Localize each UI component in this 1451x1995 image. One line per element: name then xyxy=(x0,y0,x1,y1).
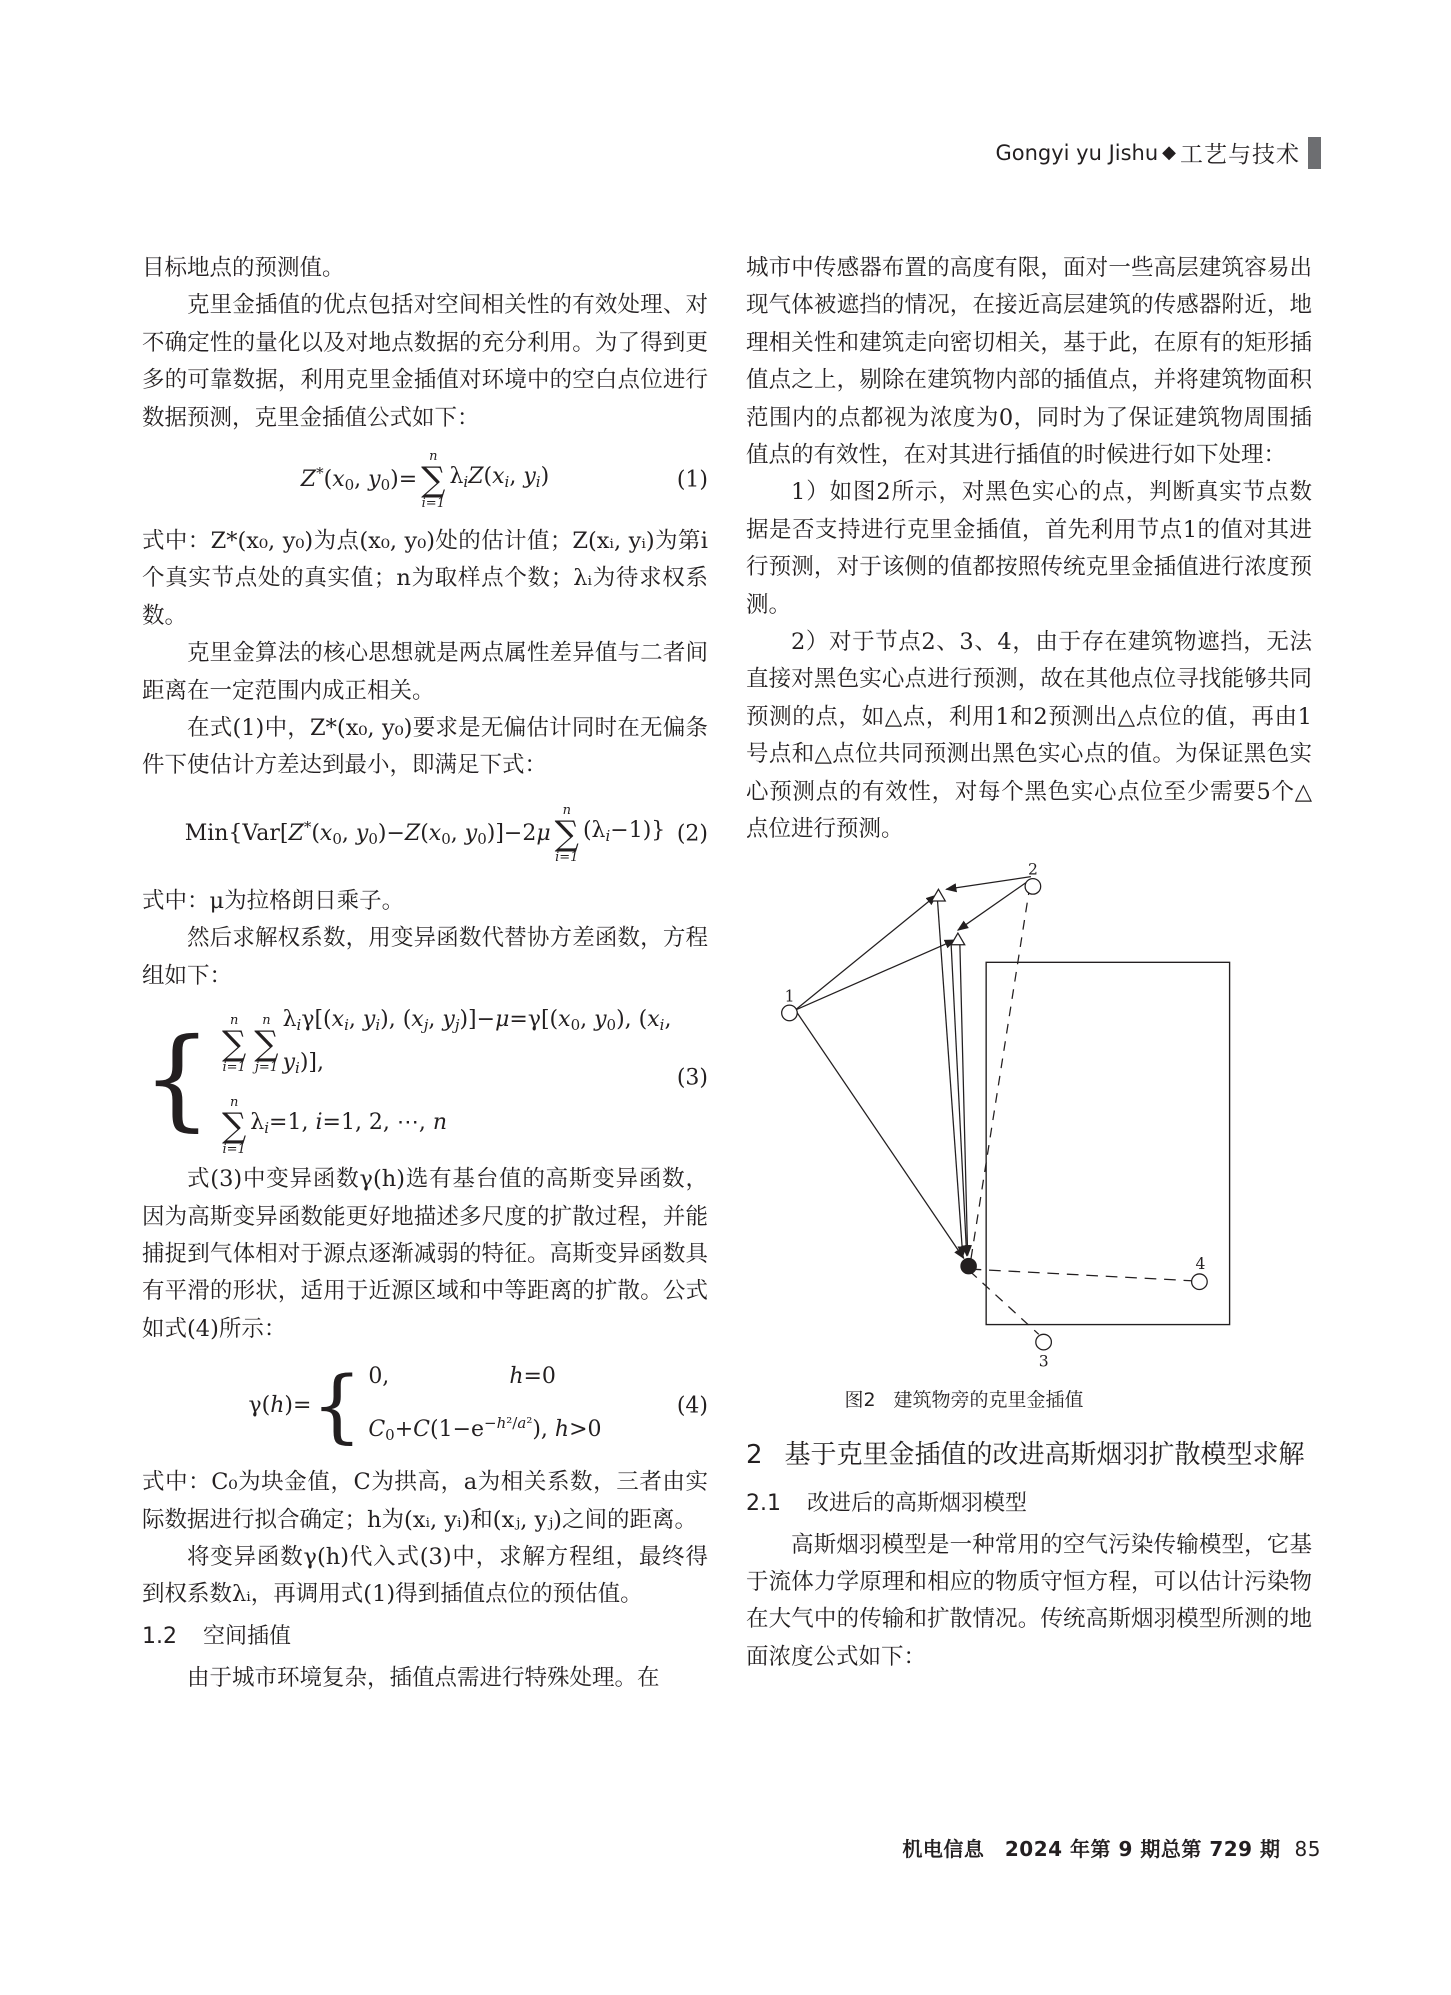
triangle-point xyxy=(951,933,965,945)
right-column xyxy=(746,250,1312,1676)
equation-number: (1) xyxy=(676,467,708,493)
header-section-title: 工艺与技术 xyxy=(1180,142,1300,168)
equation-2: $Min\{Var[Z^*(x_0$, $y_0)-Z(x_0$, $y_0)]-2\mu$ n ∑ i=1 $(\lambda_i-1)$} (2) xyxy=(184,802,708,865)
figure-caption-text: 建筑物旁的克里金插值 xyxy=(893,1388,1084,1411)
kriging-diagram xyxy=(746,863,1312,1383)
arrow-line xyxy=(958,880,1029,930)
section-heading-2 xyxy=(746,1433,1312,1477)
arrow-line xyxy=(937,900,962,1256)
equation-3: { n ∑ i=1 n ∑ j=1 $\lambda_i\gamma[(x_i$, $y_i$), ($x_j$, $y_j)]-\mu=\gamma[(x_0$, $y_0$), ($x_i$, $y_i$)], n ∑ i=1 $\lambda_i=1$, i=1, 2, ⋯, n (3) xyxy=(142,1006,708,1157)
section-heading-1-2 xyxy=(142,1618,708,1656)
header-bar-icon xyxy=(1308,137,1321,169)
diamond-icon: ◆ xyxy=(1162,142,1176,163)
arrow-line xyxy=(795,939,955,1009)
node-label-4: 4 xyxy=(1195,1254,1206,1273)
equation-4: γ(h)= { 0, h=0 $C_0+C(1-e^{-h^2/a^2})$, h>0 (4) xyxy=(248,1359,708,1453)
paragraph: 目标地点的预测值。 xyxy=(142,255,345,281)
equation-number: (2) xyxy=(676,821,708,847)
section-number: 2.1 xyxy=(746,1490,781,1516)
arrow-line xyxy=(795,895,936,1010)
paragraph: 在式(1)中，Z*(x₀, y₀)要求是无偏估计同时在无偏条件下使估计方差达到最小，即满足下式： xyxy=(142,715,708,779)
arrow-line xyxy=(795,1010,963,1258)
header-pinyin: Gongyi yu Jishu xyxy=(995,140,1159,165)
paragraph: 由于城市环境复杂，插值点需进行特殊处理。在 xyxy=(187,1664,660,1691)
paragraph: 式中：μ为拉格朗日乘子。 xyxy=(142,887,405,914)
figure-label: 图2 xyxy=(844,1388,876,1411)
paragraph: 2）对于节点2、3、4，由于存在建筑物遮挡，无法直接对黑色实心点进行预测，故在其他点位寻找能够共同预测的点，如△点，利用1和2预测出△点位的值，再由1号点和△点位共同预测出黑色实心点的值。为保证黑色实心预测点的有效性，对每个黑色实心点位至少需要5个△点位进行预测。 xyxy=(746,629,1312,843)
node-label-2: 2 xyxy=(1028,862,1038,879)
node-1 xyxy=(782,1005,798,1021)
paragraph: 式(3)中变异函数γ(h)选有基台值的高斯变异函数，因为高斯变异函数能更好地描述多尺度的扩散过程，并能捕捉到气体相对于源点逐渐减弱的特征。高斯变异函数具有平滑的形状，适用于近源区域和中等距离的扩散。公式如式(4)所示： xyxy=(142,1166,708,1342)
black-solid-point xyxy=(961,1258,977,1274)
left-column xyxy=(142,250,708,1697)
node-2 xyxy=(1025,878,1041,894)
section-title: 空间插值 xyxy=(203,1623,292,1649)
paragraph: 式中：Z*(x₀, y₀)为点(x₀, y₀)处的估计值；Z(xᵢ, yᵢ)为第i个真实节点处的真实值；n为取样点个数；λᵢ为待求权系数。 xyxy=(142,528,708,629)
section-title: 基于克里金插值的改进高斯烟羽扩散模型求解 xyxy=(784,1439,1305,1470)
paragraph: 式中：C₀为块金值，C为拱高，a为相关系数，三者由实际数据进行拟合确定；h为(xᵢ, yᵢ)和(xⱼ, yⱼ)之间的距离。 xyxy=(142,1469,708,1533)
section-title: 改进后的高斯烟羽模型 xyxy=(807,1490,1028,1516)
journal-issue: 机电信息 2024 年第 9 期总第 729 期 xyxy=(902,1837,1281,1861)
paragraph: 城市中传感器布置的高度有限，面对一些高层建筑容易出现气体被遮挡的情况，在接近高层建筑的传感器附近，地理相关性和建筑走向密切相关，基于此，在原有的矩形插值点之上，剔除在建筑物内部的插值点，并将建筑物面积范围内的点都视为浓度为0，同时为了保证建筑物周围插值点的有效性，在对其进行插值的时候进行如下处理： xyxy=(746,255,1312,469)
node-4 xyxy=(1192,1273,1208,1289)
building-rect xyxy=(986,962,1229,1324)
section-heading-2-1 xyxy=(746,1485,1312,1523)
page-number: 85 xyxy=(1294,1837,1321,1861)
triangle-point xyxy=(932,889,946,901)
dashed-line xyxy=(970,1269,1192,1281)
node-label-1: 1 xyxy=(784,986,795,1005)
paragraph: 1）如图2所示，对黑色实心的点，判断真实节点数据是否支持进行克里金插值，首先利用节点1的值对其进行预测，对于该侧的值都按照传统克里金插值进行浓度预测。 xyxy=(746,479,1312,618)
paragraph: 然后求解权系数，用变异函数代替协方差函数，方程组如下： xyxy=(142,925,708,989)
dashed-line xyxy=(971,885,1030,1261)
paragraph: 将变异函数γ(h)代入式(3)中，求解方程组，最终得到权系数λᵢ，再调用式(1)得到插值点位的预估值。 xyxy=(142,1543,708,1608)
section-number: 1.2 xyxy=(142,1623,177,1649)
equation-number: (3) xyxy=(676,1065,708,1091)
footer xyxy=(902,1833,1321,1862)
node-label-3: 3 xyxy=(1038,1351,1049,1370)
equation-number: (4) xyxy=(676,1393,708,1419)
paragraph: 克里金算法的核心思想就是两点属性差异值与二者间距离在一定范围内成正相关。 xyxy=(142,640,708,704)
equation-1: $Z^*(x_0$, $y_0)=$ n ∑ i=1 $\lambda_iZ(x_i$, $y_i$) (1) xyxy=(300,449,708,512)
figure-caption xyxy=(616,1385,1312,1415)
running-header xyxy=(995,136,1321,169)
figure-2 xyxy=(746,863,1312,1383)
paragraph: 高斯烟羽模型是一种常用的空气污染传输模型，它基于流体力学原理和相应的物质守恒方程，可以估计污染物在大气中的传输和扩散情况。传统高斯烟羽模型所测的地面浓度公式如下： xyxy=(746,1531,1312,1670)
paragraph: 克里金插值的优点包括对空间相关性的有效处理、对不确定性的量化以及对地点数据的充分利用。为了得到更多的可靠数据，利用克里金插值对环境中的空白点位进行数据预测，克里金插值公式如下： xyxy=(142,292,708,431)
node-3 xyxy=(1036,1334,1052,1350)
section-number: 2 xyxy=(746,1439,763,1470)
